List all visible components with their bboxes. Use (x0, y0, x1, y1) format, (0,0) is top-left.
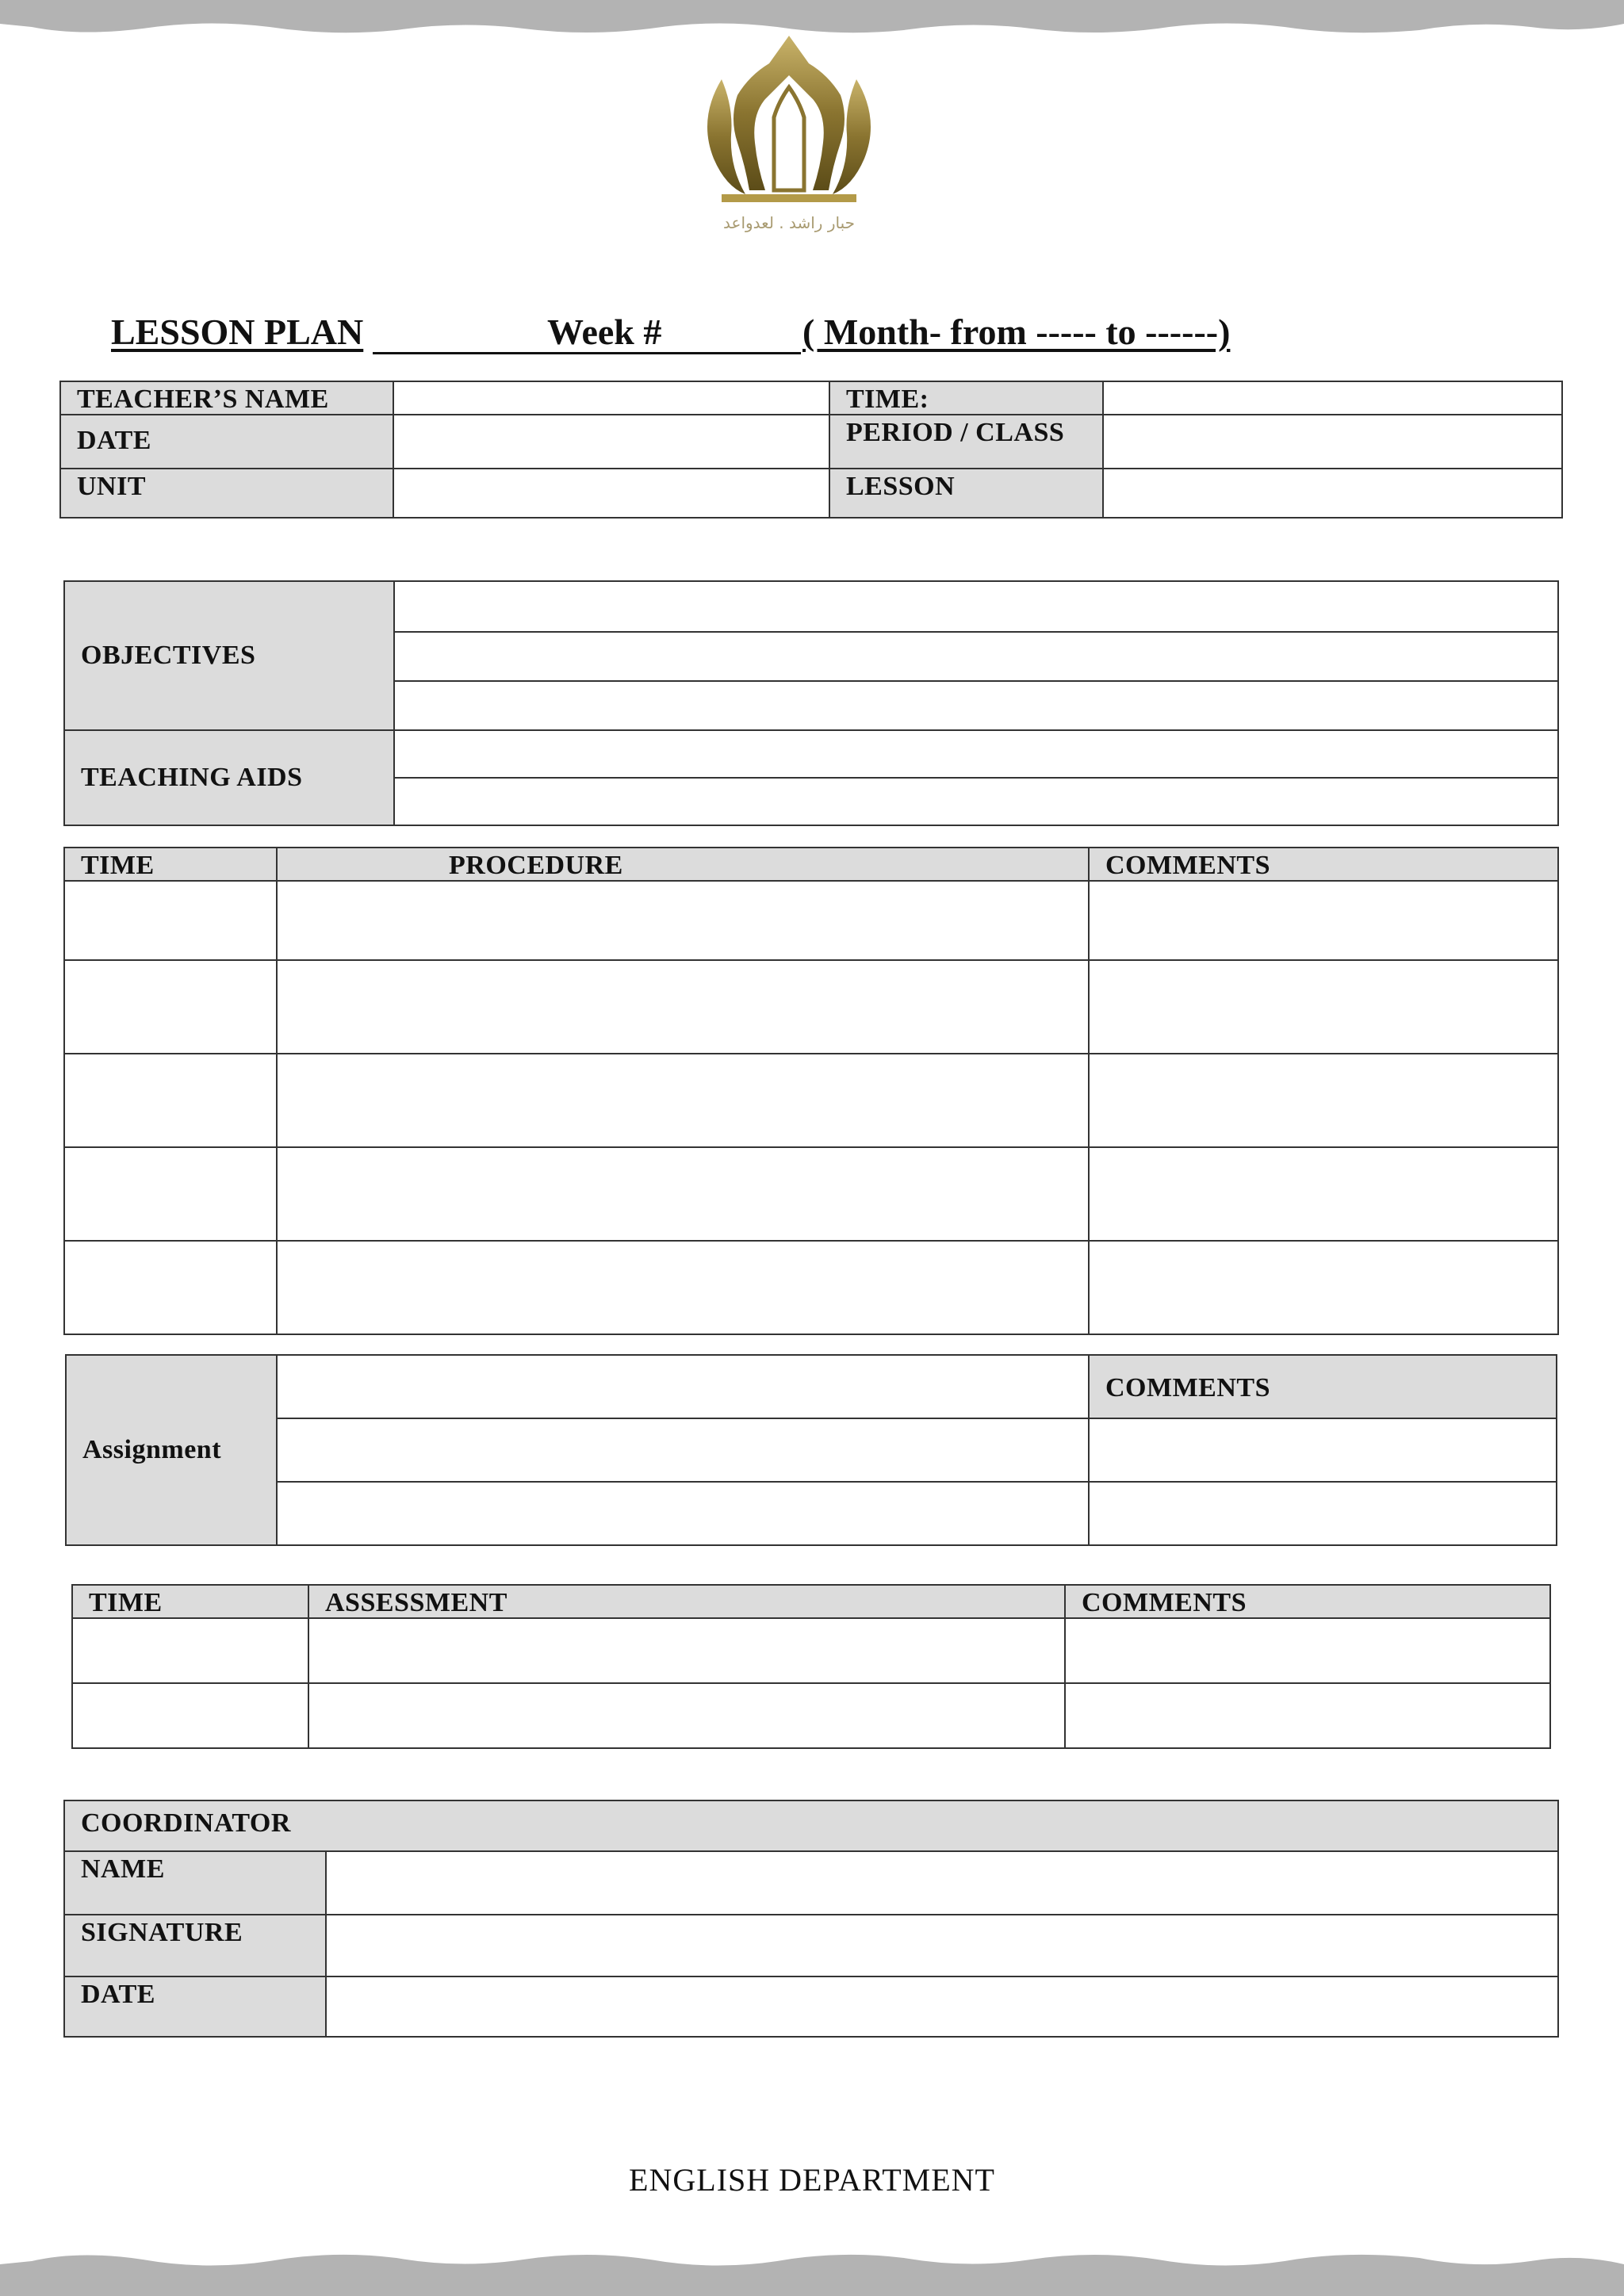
teacher-info-table (59, 381, 1563, 519)
lesson-field[interactable] (1103, 469, 1562, 518)
date-label: DATE (60, 415, 393, 469)
objective-line[interactable] (394, 681, 1558, 730)
assignment-comments-header: COMMENTS (1089, 1355, 1557, 1418)
assignment-line[interactable] (277, 1418, 1089, 1482)
teaching-aids-line[interactable] (394, 730, 1558, 778)
week-underline-fill (547, 352, 801, 354)
teaching-aids-line[interactable] (394, 778, 1558, 825)
coordinator-date-label: DATE (64, 1976, 326, 2037)
unit-label: UNIT (60, 469, 393, 518)
lesson-label: LESSON (829, 469, 1103, 518)
assessment-cell[interactable] (308, 1683, 1065, 1748)
coordinator-signature-label: SIGNATURE (64, 1915, 326, 1976)
week-label: Week # (547, 312, 662, 352)
objective-line[interactable] (394, 632, 1558, 681)
assignment-table (65, 1354, 1557, 1546)
assessment-comment-cell[interactable] (1065, 1683, 1550, 1748)
procedure-comment-cell[interactable] (1089, 960, 1558, 1054)
assessment-time-cell[interactable] (72, 1683, 308, 1748)
coordinator-signature-field[interactable] (326, 1915, 1558, 1976)
assessment-cell[interactable] (308, 1618, 1065, 1683)
procedure-comment-cell[interactable] (1089, 1241, 1558, 1334)
objective-line[interactable] (394, 581, 1558, 632)
procedure-comments-header: COMMENTS (1089, 848, 1558, 881)
coordinator-header: COORDINATOR (64, 1800, 1558, 1851)
procedure-time-cell[interactable] (64, 960, 277, 1054)
time-label: TIME: (829, 381, 1103, 415)
procedure-cell[interactable] (277, 1054, 1089, 1147)
assignment-label: Assignment (66, 1355, 277, 1545)
procedure-cell[interactable] (277, 881, 1089, 960)
page-title: LESSON PLAN (111, 312, 364, 352)
procedure-cell[interactable] (277, 1241, 1089, 1334)
coordinator-table (63, 1800, 1559, 2038)
assignment-comment-cell[interactable] (1089, 1482, 1557, 1545)
procedure-cell[interactable] (277, 960, 1089, 1054)
assessment-header: ASSESSMENT (308, 1585, 1065, 1618)
teachers-name-label: TEACHER’S NAME (60, 381, 393, 415)
assignment-line[interactable] (277, 1482, 1089, 1545)
teachers-name-field[interactable] (393, 381, 829, 415)
procedure-comment-cell[interactable] (1089, 1054, 1558, 1147)
procedure-time-cell[interactable] (64, 1147, 277, 1241)
bottom-border-band (0, 2248, 1624, 2290)
assessment-comment-cell[interactable] (1065, 1618, 1550, 1683)
procedure-time-cell[interactable] (64, 1241, 277, 1334)
procedure-comment-cell[interactable] (1089, 1147, 1558, 1241)
assessment-time-header: TIME (72, 1585, 308, 1618)
logo-arabic-text: حبار راشد . لعدواعد (723, 213, 855, 232)
coordinator-date-field[interactable] (326, 1976, 1558, 2037)
objectives-label: OBJECTIVES (64, 581, 394, 730)
period-class-field[interactable] (1103, 415, 1562, 469)
department-footer: ENGLISH DEPARTMENT (629, 2162, 995, 2198)
unit-field[interactable] (393, 469, 829, 518)
assignment-line[interactable] (277, 1355, 1089, 1418)
assignment-comment-cell[interactable] (1089, 1418, 1557, 1482)
procedure-table (63, 847, 1559, 1335)
period-class-label: PERIOD / CLASS (829, 415, 1103, 469)
procedure-time-header: TIME (64, 848, 277, 881)
date-field[interactable] (393, 415, 829, 469)
time-field[interactable] (1103, 381, 1562, 415)
month-range-label: ( Month- from ----- to ------) (802, 312, 1231, 352)
assessment-time-cell[interactable] (72, 1618, 308, 1683)
assessment-comments-header: COMMENTS (1065, 1585, 1550, 1618)
procedure-time-cell[interactable] (64, 1054, 277, 1147)
objectives-table (63, 580, 1559, 826)
title-underline-fill (373, 352, 547, 354)
assessment-table (71, 1584, 1551, 1749)
coordinator-name-field[interactable] (326, 1851, 1558, 1915)
coordinator-name-label: NAME (64, 1851, 326, 1915)
teaching-aids-label: TEACHING AIDS (64, 730, 394, 825)
procedure-time-cell[interactable] (64, 881, 277, 960)
procedure-comment-cell[interactable] (1089, 881, 1558, 960)
procedure-cell[interactable] (277, 1147, 1089, 1241)
school-logo (690, 32, 888, 238)
procedure-header: PROCEDURE (277, 848, 1089, 881)
